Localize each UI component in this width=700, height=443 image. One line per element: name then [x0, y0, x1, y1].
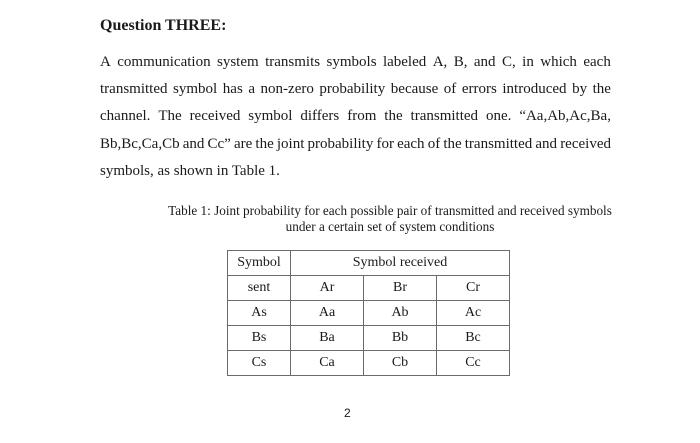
word: has [222, 81, 243, 98]
table-row [228, 326, 510, 351]
word: by [572, 81, 588, 98]
word: received [189, 108, 241, 125]
row-label-bs: Bs [228, 326, 291, 351]
page-number: 2 [344, 406, 351, 420]
word: from [347, 108, 377, 125]
word: of [443, 81, 457, 98]
word: symbol [173, 81, 218, 98]
table-cell: Bc [437, 326, 510, 351]
word: introduced [502, 81, 567, 98]
word: A [100, 54, 111, 70]
table-subheader-row [228, 276, 510, 301]
word: and [473, 54, 496, 70]
table-cell: Cb [364, 351, 437, 376]
word: which [540, 54, 577, 70]
word: transmits [265, 54, 321, 70]
table-cell: Ac [437, 301, 510, 326]
header-sent-cell: sent [228, 276, 291, 301]
joint-probability-table [227, 250, 510, 376]
table-cell: Ca [291, 351, 364, 376]
table-cell: Bb [364, 326, 437, 351]
row-label-cs: Cs [228, 351, 291, 376]
paragraph-line-5 [100, 160, 611, 187]
word: symbol [248, 108, 293, 125]
word: differs [300, 108, 340, 125]
table-row [228, 351, 510, 376]
paragraph-line-1 [100, 51, 611, 78]
word: Cc” [207, 135, 231, 152]
word: transmitted [100, 81, 168, 98]
word: The [158, 108, 182, 125]
word: each [583, 54, 611, 70]
word: and [535, 135, 558, 152]
word: in [522, 54, 534, 70]
word: are [233, 135, 253, 152]
word: B, [453, 54, 468, 70]
paragraph-line-3 [100, 105, 611, 132]
word: symbols, as shown in Table 1. [100, 162, 280, 179]
question-heading: Question THREE: [100, 17, 227, 34]
word: for [376, 135, 394, 152]
word: because [390, 81, 439, 98]
word: errors [461, 81, 497, 98]
word: A, [432, 54, 448, 70]
table-cell: Aa [291, 301, 364, 326]
row-label-as: As [228, 301, 291, 326]
table-caption-line-2: under a certain set of system conditions [285, 219, 495, 234]
word: symbols [326, 54, 377, 70]
paragraph-line-4 [100, 133, 611, 160]
word: one. [485, 108, 512, 125]
word: probability [319, 81, 386, 98]
table-cell: Ba [291, 326, 364, 351]
table-caption-line-1: Table 1: Joint probability for each possible pair of transmitted and received symbols [168, 203, 612, 218]
word: the [384, 108, 403, 125]
word: channel. [100, 108, 151, 125]
word: transmitted [410, 108, 479, 125]
word: Bb,Bc,Ca,Cb [100, 135, 180, 152]
word: each [397, 135, 425, 152]
word: “Aa,Ab,Ac,Ba, [519, 108, 611, 125]
table-header-row [228, 251, 510, 276]
word: C, [501, 54, 516, 70]
table-cell: Cc [437, 351, 510, 376]
column-header-cr: Cr [437, 276, 510, 301]
column-header-br: Br [364, 276, 437, 301]
word: the [443, 135, 462, 152]
word: received [560, 135, 611, 152]
word: communication [117, 54, 211, 70]
word: transmitted [464, 135, 533, 152]
header-symbol-cell: Symbol [228, 251, 291, 276]
word: the [255, 135, 274, 152]
table-cell: Ab [364, 301, 437, 326]
word: a [248, 81, 255, 98]
word: the [592, 81, 611, 98]
word: labeled [382, 54, 427, 70]
word: probability [307, 135, 374, 152]
word: joint [276, 135, 305, 152]
table-row [228, 301, 510, 326]
table-caption [110, 203, 670, 235]
paragraph-line-2 [100, 78, 611, 105]
word: system [217, 54, 259, 70]
word: and [182, 135, 205, 152]
header-symbol-received-cell: Symbol received [291, 251, 510, 276]
column-header-ar: Ar [291, 276, 364, 301]
word: of [427, 135, 441, 152]
word: non-zero [260, 81, 314, 98]
question-paragraph [100, 51, 611, 187]
